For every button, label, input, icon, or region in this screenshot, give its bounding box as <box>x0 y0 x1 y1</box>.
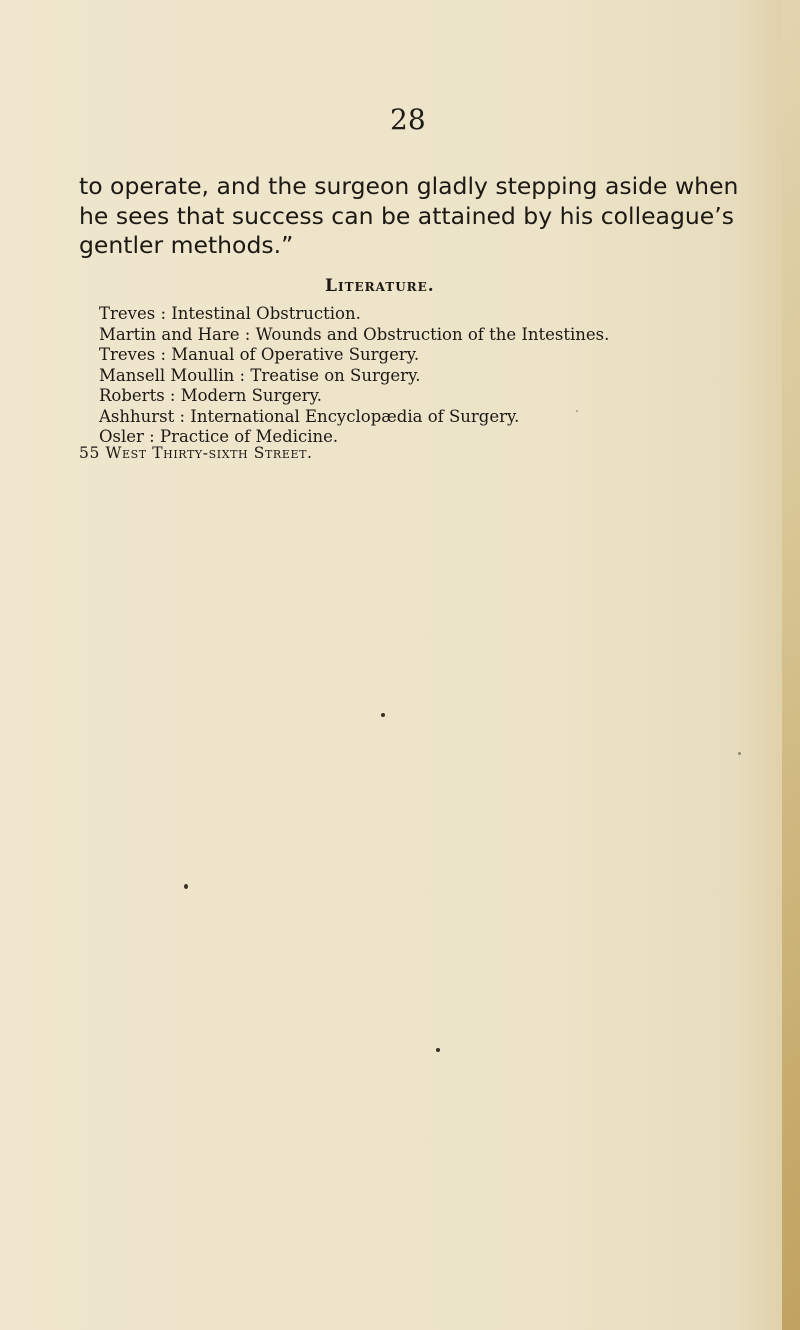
page-number: 28 <box>390 103 426 136</box>
literature-heading: Literature. <box>325 276 435 296</box>
literature-entry: Treves : Intestinal Obstruction. <box>99 304 361 323</box>
literature-entry: Ashhurst : International Encyclopædia of Surgery. <box>99 406 520 426</box>
literature-entry: Osler : Practice of Medicine. <box>99 427 339 446</box>
paper-speck <box>184 884 188 889</box>
author-address: 55 West Thirty-sixth Street. <box>79 444 313 462</box>
literature-entry: Treves : Manual of Operative Surgery. <box>99 345 420 364</box>
paper-speck <box>576 410 578 412</box>
literature-entry: Martin and Hare : Wounds and Obstruction of the Intestines. <box>99 324 610 344</box>
body-paragraph <box>79 172 739 261</box>
paper-speck <box>381 713 385 717</box>
literature-entry: Mansell Moullin : Treatise on Surgery. <box>99 365 421 385</box>
body-line: he sees that success can be attained by his colleague’s <box>79 201 734 230</box>
paper-speck <box>738 752 741 755</box>
literature-entry: Roberts : Modern Surgery. <box>99 386 323 405</box>
paper-speck <box>436 1048 440 1052</box>
page-edge-stain <box>782 0 800 1330</box>
body-line: gentler methods.” <box>79 231 294 259</box>
literature-list <box>99 304 609 448</box>
body-line: to operate, and the surgeon gladly stepping aside when <box>79 172 739 200</box>
